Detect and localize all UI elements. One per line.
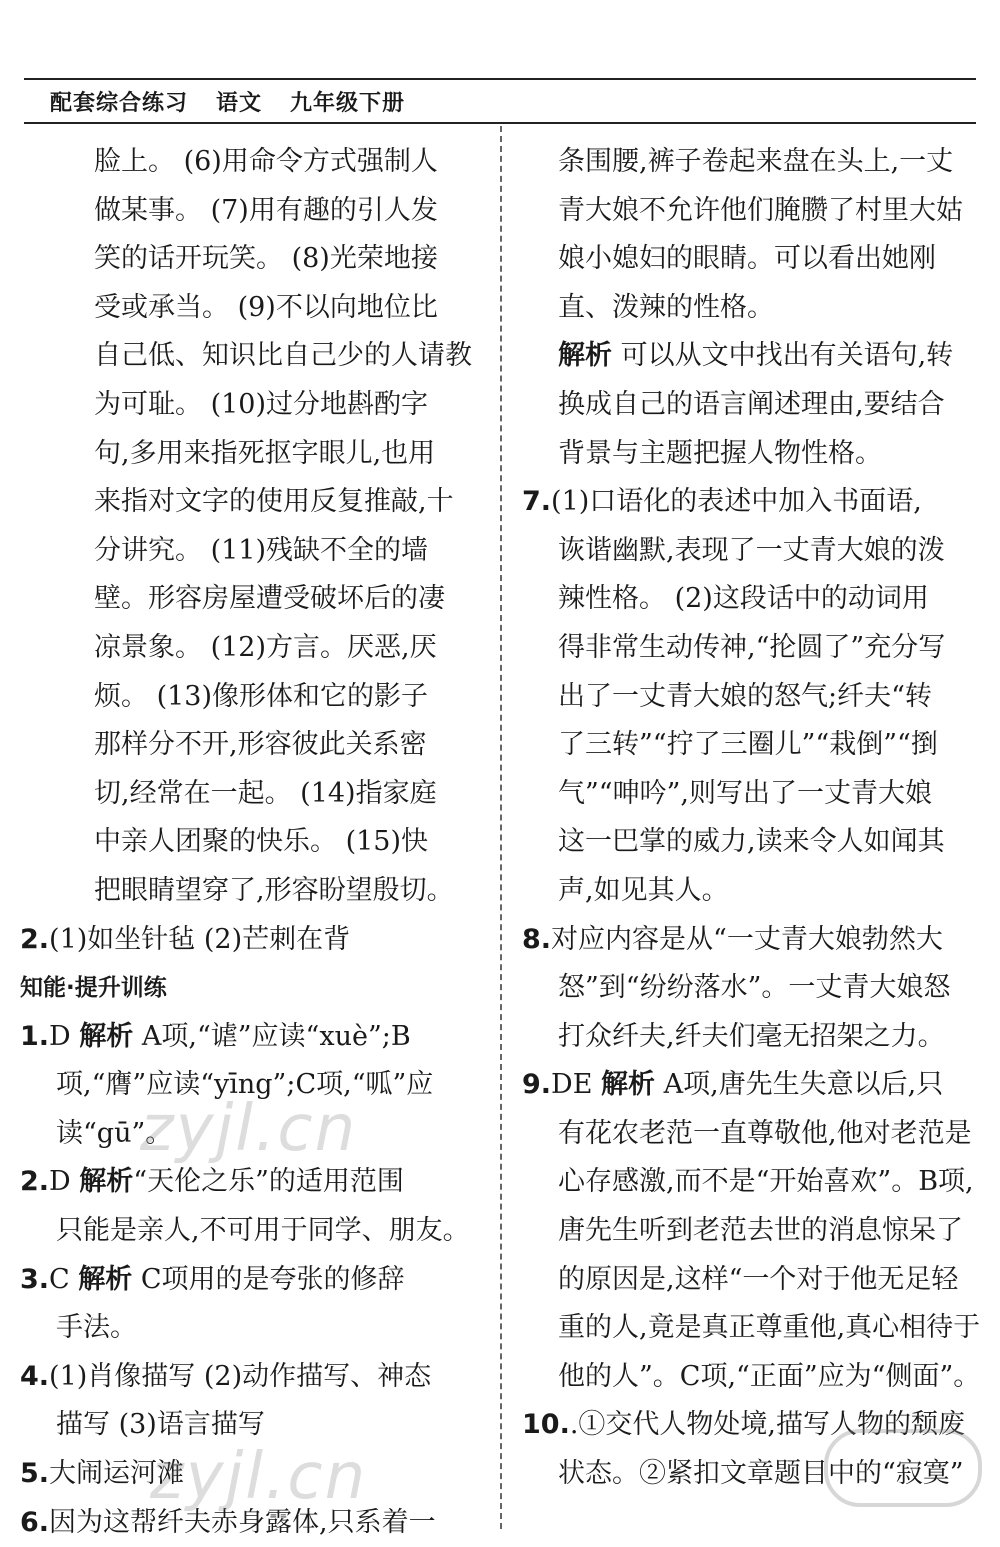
question-number: 4. <box>20 1360 50 1392</box>
right-column-line <box>522 1061 980 1110</box>
line-text: A项,“谑”应读“xuè”;B <box>133 1020 411 1052</box>
line-text: (1)如坐针毡 (2)芒刺在背 <box>49 923 351 955</box>
line-text: 这一巴掌的威力,读来令人如闻其 <box>558 826 945 858</box>
right-column <box>522 138 980 1499</box>
left-column-line <box>20 1450 478 1499</box>
left-column <box>20 138 478 1547</box>
left-column-line <box>20 867 478 916</box>
line-text: 娘小媳妇的眼睛。可以看出她刚 <box>558 243 936 275</box>
line-text: 切,经常在一起。 (14)指家庭 <box>94 777 437 809</box>
left-column-line <box>20 770 478 819</box>
right-column-line <box>522 284 980 333</box>
line-text: 句,多用来指死抠字眼儿,也用 <box>94 437 436 469</box>
line-text: 知能·提升训练 <box>20 975 167 1002</box>
line-text: 自己低、知识比自己少的人请教 <box>94 340 472 372</box>
line-text: 青大娘不允许他们腌臜了村里大姑 <box>558 194 963 226</box>
watermark-2: zyjl.cn <box>150 1440 368 1514</box>
right-column-line <box>522 673 980 722</box>
question-number: 1. <box>20 1020 50 1052</box>
line-text: 那样分不开,形容彼此关系密 <box>94 729 427 761</box>
line-text: 背景与主题把握人物性格。 <box>558 437 882 469</box>
line-text: DE <box>551 1069 601 1101</box>
right-column-line <box>522 1013 980 1062</box>
left-column-line <box>20 1499 478 1547</box>
left-column-line <box>20 332 478 381</box>
header-grade: 九年级下册 <box>290 90 406 116</box>
left-column-line <box>20 1110 478 1159</box>
line-text: 因为这帮纤夫赤身露体,只系着一 <box>49 1506 436 1538</box>
analysis-label: 解析 <box>79 1166 134 1198</box>
line-text: 对应内容是从“一丈青大娘勃然大 <box>551 923 943 955</box>
line-text: 辣性格。 (2)这段话中的动词用 <box>558 583 929 615</box>
left-column-line <box>20 964 478 1013</box>
left-column-line <box>20 1304 478 1353</box>
left-column-line <box>20 1401 478 1450</box>
header-subject: 语文 <box>216 90 263 116</box>
line-text: 得非常生动传神,“抡圆了”充分写 <box>558 631 946 663</box>
right-column-line <box>522 1256 980 1305</box>
right-column-line <box>522 964 980 1013</box>
right-column-line <box>522 770 980 819</box>
left-column-line <box>20 1013 478 1062</box>
line-text: 重的人,竟是真正尊重他,真心相待于 <box>558 1312 980 1344</box>
right-column-line <box>522 1304 980 1353</box>
left-column-line <box>20 721 478 770</box>
line-text: 可以从文中找出有关语句,转 <box>612 340 954 372</box>
line-text: D <box>49 1166 80 1198</box>
line-text: 凉景象。 (12)方言。厌恶,厌 <box>94 631 437 663</box>
left-column-line <box>20 1061 478 1110</box>
line-text: 做某事。 (7)用有趣的引人发 <box>94 194 438 226</box>
right-column-line <box>522 478 980 527</box>
left-column-line <box>20 1256 478 1305</box>
right-column-line <box>522 1158 980 1207</box>
question-number: 8. <box>522 923 552 955</box>
right-column-line <box>522 916 980 965</box>
right-column-line <box>522 1353 980 1402</box>
question-number: 10. <box>522 1409 570 1441</box>
right-column-line <box>522 867 980 916</box>
line-text: 有花农老范一直尊敬他,他对老范是 <box>558 1117 972 1149</box>
line-text: 气”“呻吟”,则写出了一丈青大娘 <box>558 777 932 809</box>
line-text: 中亲人团聚的快乐。 (15)快 <box>94 826 429 858</box>
left-column-line <box>20 673 478 722</box>
right-column-line <box>522 1450 980 1499</box>
line-text: 唐先生听到老范去世的消息惊呆了 <box>558 1215 963 1247</box>
left-column-line <box>20 818 478 867</box>
line-text: 状态。②紧扣文章题目中的“寂寞” <box>558 1458 964 1490</box>
right-column-line <box>522 527 980 576</box>
left-column-line <box>20 575 478 624</box>
left-column-line <box>20 1353 478 1402</box>
right-column-line <box>522 624 980 673</box>
line-text: 声,如见其人。 <box>558 874 729 906</box>
left-column-line <box>20 624 478 673</box>
line-text: C <box>49 1263 79 1295</box>
question-number: 7. <box>522 486 552 518</box>
line-text: 只能是亲人,不可用于同学、朋友。 <box>56 1215 470 1247</box>
question-number: 2. <box>20 1166 50 1198</box>
line-text: 笑的话开玩笑。 (8)光荣地接 <box>94 243 438 275</box>
line-text: “天伦之乐”的适用范围 <box>133 1166 404 1198</box>
right-column-line <box>522 575 980 624</box>
line-text: 受或承当。 (9)不以向地位比 <box>94 291 438 323</box>
line-text: 描写 (3)语言描写 <box>56 1409 265 1441</box>
line-text: 把眼睛望穿了,形容盼望殷切。 <box>94 874 454 906</box>
line-text: 来指对文字的使用反复推敲,十 <box>94 486 454 518</box>
right-column-line <box>522 721 980 770</box>
left-column-line <box>20 1207 478 1256</box>
analysis-label: 解析 <box>558 340 612 372</box>
analysis-label: 解析 <box>79 1020 134 1052</box>
line-text: A项,唐先生失意以后,只 <box>655 1069 944 1101</box>
left-column-line <box>20 478 478 527</box>
right-column-line <box>522 1110 980 1159</box>
line-text: 换成自己的语言阐述理由,要结合 <box>558 388 945 420</box>
left-column-line <box>20 527 478 576</box>
line-text: 条围腰,裤子卷起来盘在头上,一丈 <box>558 146 954 177</box>
analysis-label: 解析 <box>601 1069 655 1101</box>
line-text: 怒”到“纷纷落水”。一丈青大娘怒 <box>558 972 951 1004</box>
line-text: 壁。形容房屋遭受破坏后的凄 <box>94 583 445 615</box>
right-column-line <box>522 1401 980 1450</box>
left-column-line <box>20 187 478 236</box>
left-column-line <box>20 235 478 284</box>
line-text: 大闹运河滩 <box>49 1458 185 1490</box>
analysis-label: 解析 <box>78 1263 133 1295</box>
column-divider <box>500 126 502 1529</box>
line-text: (1)口语化的表述中加入书面语, <box>551 486 922 518</box>
line-text: 脸上。 (6)用命令方式强制人 <box>94 146 438 177</box>
right-column-line <box>522 235 980 284</box>
question-number: 6. <box>20 1506 50 1538</box>
line-text: 打众纤夫,纤夫们毫无招架之力。 <box>558 1020 945 1052</box>
line-text: 诙谐幽默,表现了一丈青大娘的泼 <box>558 534 945 566</box>
question-number: 5. <box>20 1458 50 1490</box>
right-column-line <box>522 187 980 236</box>
line-text: D <box>49 1020 80 1052</box>
line-text: 烦。 (13)像形体和它的影子 <box>94 680 429 712</box>
right-column-line <box>522 1207 980 1256</box>
question-number: 3. <box>20 1263 50 1295</box>
line-text: 读“gū”。 <box>56 1117 173 1149</box>
line-text: 的原因是,这样“一个对于他无足轻 <box>558 1263 959 1295</box>
line-text: 出了一丈青大娘的怒气;纤夫“转 <box>558 680 932 712</box>
question-number: 2. <box>20 923 50 955</box>
line-text: C项用的是夸张的修辞 <box>132 1263 405 1295</box>
line-text: 项,“膺”应读“yīng”;C项,“呱”应 <box>56 1069 434 1101</box>
right-column-line <box>522 332 980 381</box>
line-text: 他的人”。C项,“正面”应为“侧面”。 <box>558 1360 980 1392</box>
left-column-line <box>20 916 478 965</box>
line-text: 为可耻。 (10)过分地斟酌字 <box>94 388 429 420</box>
question-number: 9. <box>522 1069 552 1101</box>
line-text: 手法。 <box>56 1312 137 1344</box>
right-column-line <box>522 430 980 479</box>
page-header <box>24 78 976 124</box>
right-column-line <box>522 138 980 187</box>
header-book: 配套综合练习 <box>50 90 189 116</box>
left-column-line <box>20 284 478 333</box>
line-text: 心存感激,而不是“开始喜欢”。B项, <box>558 1166 974 1198</box>
line-text: (1)肖像描写 (2)动作描写、神态 <box>49 1360 432 1392</box>
line-text: 了三转”“拧了三圈儿”“栽倒”“捯 <box>558 729 938 761</box>
left-column-line <box>20 430 478 479</box>
right-column-line <box>522 381 980 430</box>
left-column-line <box>20 1158 478 1207</box>
line-text: 分讲究。 (11)残缺不全的墙 <box>94 534 429 566</box>
line-text: .①交代人物处境,描写人物的颓废 <box>569 1409 966 1441</box>
left-column-line <box>20 138 478 187</box>
left-column-line <box>20 381 478 430</box>
right-column-line <box>522 818 980 867</box>
watermark-1: zyjl.cn <box>140 1092 358 1166</box>
line-text: 直、泼辣的性格。 <box>558 291 774 323</box>
